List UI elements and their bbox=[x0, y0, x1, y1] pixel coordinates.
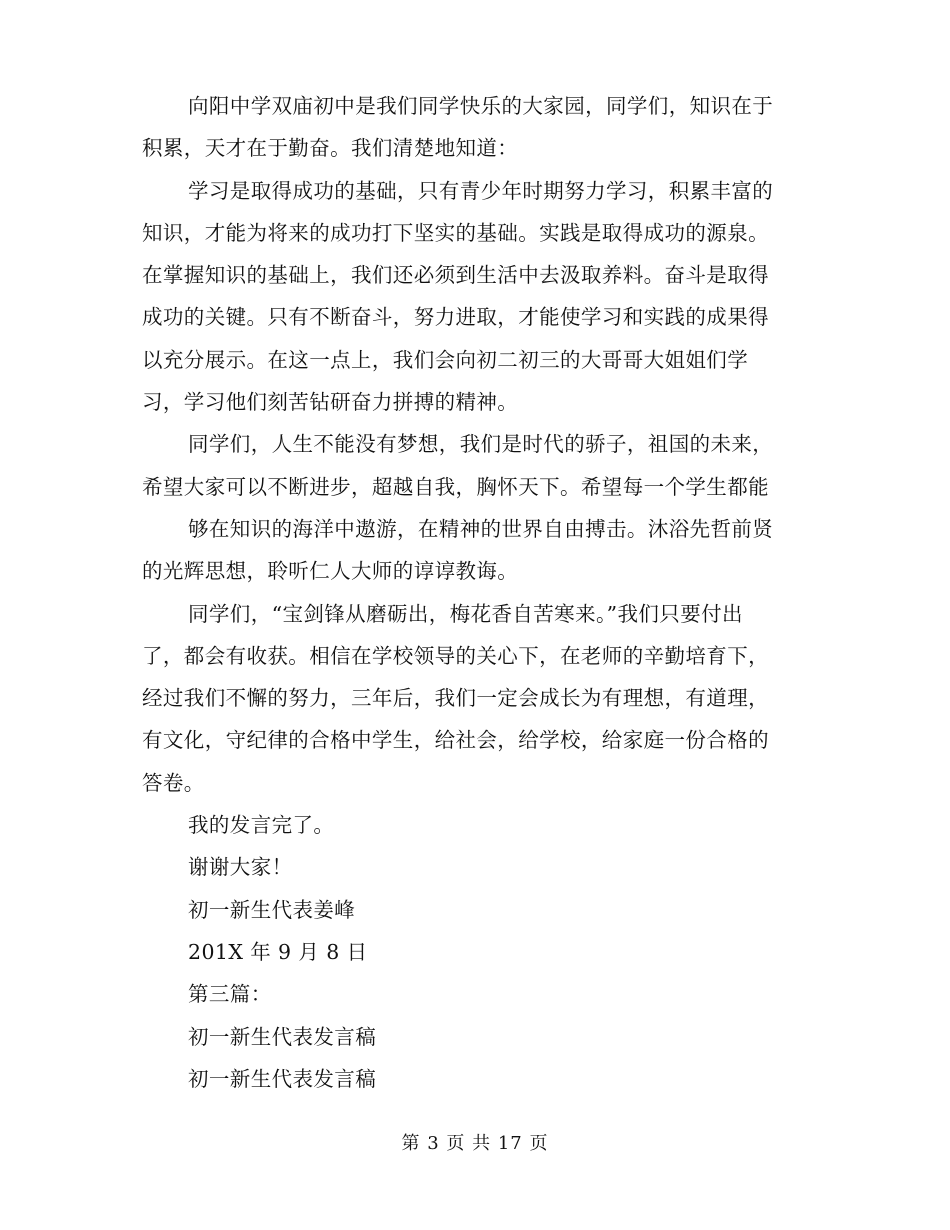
paragraph-line: 答卷。 bbox=[142, 770, 205, 795]
paragraph-line: 在掌握知识的基础上，我们还必须到生活中去汲取养料。奋斗是取得 bbox=[142, 263, 769, 288]
closing-line: 谢谢大家！ bbox=[188, 855, 293, 880]
paragraph-line: 经过我们不懈的努力，三年后，我们一定会成长为有理想，有道理， bbox=[142, 686, 769, 711]
paragraph-line: 学习是取得成功的基础，只有青少年时期努力学习，积累丰富的 bbox=[188, 178, 774, 203]
signature-line: 初一新生代表姜峰 bbox=[188, 897, 356, 922]
paragraph-line: 向阳中学双庙初中是我们同学快乐的大家园，同学们，知识在于 bbox=[188, 94, 774, 118]
paragraph-line: 成功的关键。只有不断奋斗，努力进取，才能使学习和实践的成果得 bbox=[142, 305, 769, 330]
paragraph-line: 够在知识的海洋中遨游，在精神的世界自由搏击。沐浴先哲前贤 bbox=[188, 516, 774, 541]
section-title: 初一新生代表发言稿 bbox=[188, 1066, 377, 1091]
paragraph-line: 积累，天才在于勤奋。我们清楚地知道： bbox=[142, 136, 519, 161]
closing-line: 我的发言完了。 bbox=[188, 813, 335, 838]
paragraph-line: 有文化，守纪律的合格中学生，给社会，给学校，给家庭一份合格的 bbox=[142, 728, 769, 753]
paragraph-line: 同学们，人生不能没有梦想，我们是时代的骄子，祖国的未来， bbox=[188, 432, 774, 457]
section-title: 初一新生代表发言稿 bbox=[188, 1024, 377, 1049]
paragraph-line: 的光辉思想，聆听仁人大师的谆谆教诲。 bbox=[142, 559, 519, 584]
paragraph-line: 习，学习他们刻苦钻研奋力拼搏的精神。 bbox=[142, 390, 519, 415]
page-number-footer: 第 3 页 共 17 页 bbox=[401, 1133, 549, 1154]
document-body bbox=[142, 85, 802, 1100]
paragraph-line: 了，都会有收获。相信在学校领导的关心下，在老师的辛勤培育下， bbox=[142, 643, 769, 668]
paragraph-line: 同学们，“宝剑锋从磨砺出，梅花香自苦寒来。”我们只要付出 bbox=[188, 601, 743, 626]
paragraph-line: 以充分展示。在这一点上，我们会向初二初三的大哥哥大姐姐们学 bbox=[142, 347, 749, 372]
section-heading: 第三篇： bbox=[188, 982, 272, 1007]
date-line: 201X 年 9 月 8 日 bbox=[188, 939, 368, 964]
paragraph-line: 希望大家可以不断进步，超越自我，胸怀天下。希望每一个学生都能 bbox=[142, 474, 769, 499]
paragraph-line: 知识，才能为将来的成功打下坚实的基础。实践是取得成功的源泉。 bbox=[142, 220, 769, 245]
